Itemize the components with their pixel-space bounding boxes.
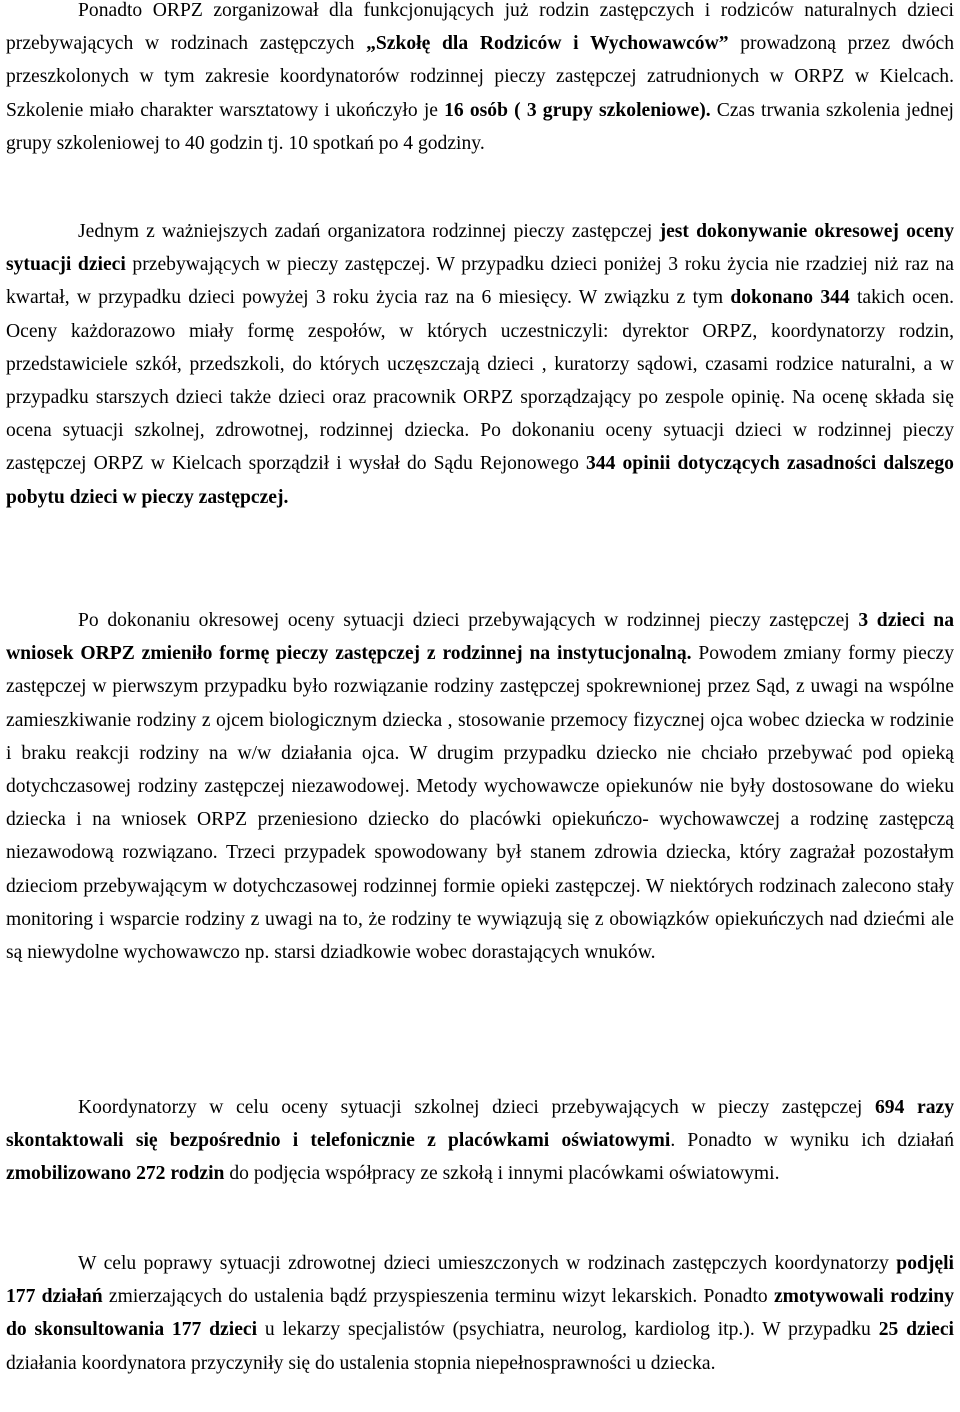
text-run: do podjęcia współpracy ze szkołą i innymi placówkami oświatowymi. [224, 1163, 780, 1185]
bold-run: dokonano 344 [730, 287, 850, 309]
text-run: Koordynatorzy w celu oceny sytuacji szkolnej dzieci przebywających w pieczy zastępczej [78, 1097, 875, 1118]
bold-run: 344 opinii dotyczących zasadności dalszego pobytu dzieci w pieczy zastępczej. [6, 453, 954, 508]
bold-run: jest dokonywanie okresowej oceny sytuacji dzieci [6, 221, 954, 276]
text-run: Czas trwania szkolenia jednej grupy szkoleniowej to 40 godzin tj. 10 spotkań po 4 godziny. [6, 99, 954, 154]
paragraph-health-situation [6, 1247, 954, 1380]
paragraph-periodic-assessment [6, 215, 954, 514]
text-run: zmierzających do ustalenia bądź przyspieszenia terminu wizyt lekarskich. Ponadto [102, 1286, 774, 1308]
text-run: . Ponadto w wyniku ich działań [670, 1130, 955, 1152]
paragraph-care-form-change [6, 604, 954, 969]
text-run: Powodem zmiany formy pieczy zastępczej w pierwszym przypadku było rozwiązanie rodziny zastępczej spokrewnionej przez Sąd, z uwagi na wspólne zamieszkiwanie rodziny z ojcem biologicznym dziecka , stosowanie przemocy fizycznej ojca wobec dziecka w rodzinie i braku reakcji rodziny na w/w działania ojca. W drugim przypadku dziecko nie chciało przebywać pod opieką dotychczasowej rodziny zastępczej niezawodowej. Metody wychowawcze opiekunów nie były dostosowane do wieku dziecka i na wniosek ORPZ przeniesiono dziecko do placówki opiekuńczo- wychowawczej a rodzinę zastępczą niezawodową rozwiązano. Trzeci przypadek spowodowany był stanem zdrowia dziecka, który zagrażał pozostałym dzieciom przebywającym w dotychczasowej rodzinnej formie opieki zastępczej. W niektórych rodzinach zalecono stały monitoring i wsparcie rodziny z uwagi na to, że rodziny te wywiązują się z obowiązków opiekuńczych nad dziećmi ale są niewydolne wychowawczo np. starsi dziadkowie wobec dorastających wnuków. [6, 643, 955, 964]
bold-run: 694 razy skontaktowali się bezpośrednio i telefonicznie z placówkami oświatowymi [6, 1097, 954, 1152]
bold-run: 3 dzieci na wniosek ORPZ zmieniło formę pieczy zastępczej z rodzinnej na instytucjonalną. [6, 610, 954, 665]
text-run: Jednym z ważniejszych zadań organizatora rodzinnej pieczy zastępczej [78, 221, 660, 242]
paragraph-parenting-school [6, 0, 954, 160]
text-run: Po dokonaniu okresowej oceny sytuacji dzieci przebywających w rodzinnej pieczy zastępczej [78, 610, 859, 631]
paragraph-school-contacts [6, 1091, 954, 1191]
text-run: u lekarzy specjalistów (psychiatra, neurolog, kardiolog itp.). W przypadku [257, 1319, 879, 1341]
bold-run: zmobilizowano 272 rodzin [6, 1163, 225, 1185]
bold-run: zmotywowali rodziny do skonsultowania 177 dzieci [6, 1286, 954, 1341]
text-run: działania koordynatora przyczyniły się do ustalenia stopnia niepełnosprawności u dziecka. [6, 1352, 716, 1374]
text-run: przebywających w pieczy zastępczej. W przypadku dzieci poniżej 3 roku życia nie rzadziej niż raz na kwartał, w przypadku dzieci powyżej 3 roku życia raz na 6 miesięcy. W związku z tym [6, 254, 954, 309]
bold-run: 16 osób ( 3 grupy szkoleniowe). [444, 99, 711, 121]
bold-run: 25 dzieci [878, 1319, 954, 1341]
text-run: W celu poprawy sytuacji zdrowotnej dzieci umieszczonych w rodzinach zastępczych koordynatorzy [78, 1253, 897, 1274]
bold-run: „Szkołę dla Rodziców i Wychowawców” [366, 33, 729, 55]
bold-run: podjęli 177 działań [6, 1253, 954, 1308]
text-run: takich ocen. Oceny każdorazowo miały formę zespołów, w których uczestniczyli: dyrektor ORPZ, koordynatorzy rodzin, przedstawiciele szkół, przedszkoli, do których uczęszczają dzieci , kuratorzy sądowi, czasami rodzice naturalni, a w przypadku starszych dzieci także dzieci oraz pracownik ORPZ sporządzający po zespole opinię. Na ocenę składa się ocena sytuacji szkolnej, zdrowotnej, rodzinnej dziecka. Po dokonaniu oceny sytuacji dzieci w rodzinnej pieczy zastępczej ORPZ w Kielcach sporządził i wysłał do Sądu Rejonowego [6, 287, 954, 475]
text-run: Ponadto ORPZ zorganizował dla funkcjonujących już rodzin zastępczych i rodziców naturalnych dzieci przebywających w rodzinach zastępczych [6, 0, 954, 55]
text-run: prowadzoną przez dwóch przeszkolonych w tym zakresie koordynatorów rodzinnej pieczy zastępczej zatrudnionych w ORPZ w Kielcach. Szkolenie miało charakter warsztatowy i ukończyło je [6, 33, 955, 121]
